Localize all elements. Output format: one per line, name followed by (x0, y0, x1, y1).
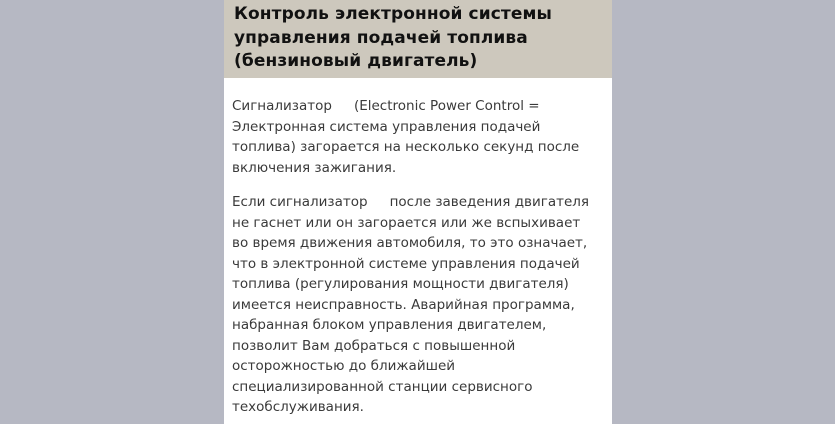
title-line-2: управления подачей топлива (234, 27, 528, 48)
paragraph-epc-fault (232, 192, 604, 418)
manual-page (224, 0, 612, 424)
manual-body (224, 78, 612, 418)
paragraph-line: топлива (регулирования мощности двигателя) (232, 276, 569, 292)
paragraph-line (232, 96, 604, 117)
paragraph-line: позволит Вам добраться с повышенной (232, 337, 516, 354)
title-line-1: Контроль электронной системы (234, 4, 552, 24)
paragraph-line (232, 192, 604, 213)
paragraph-text: Если сигнализатор (232, 194, 368, 210)
paragraph-line: осторожностью до ближайшей (232, 358, 456, 374)
paragraph-epc-intro (232, 96, 604, 178)
paragraph-line: специализированной станции сервисного (232, 378, 533, 395)
section-header (224, 0, 612, 78)
paragraph-line: Электронная система управления подачей (232, 118, 541, 135)
paragraph-line: техобслуживания. (232, 399, 364, 415)
paragraph-line: во время движения автомобиля, то это означает, (232, 235, 588, 251)
paragraph-text: (Electronic Power Control = (353, 98, 540, 114)
paragraph-line: набранная блоком управления двигателем, (232, 317, 547, 333)
paragraph-text: Сигнализатор (232, 98, 332, 114)
paragraph-line: не гаснет или он загорается или же вспыхивает (232, 214, 581, 231)
paragraph-line: имеется неисправность. Аварийная программа, (232, 296, 575, 313)
paragraph-line: что в электронной системе управления подачей (232, 255, 580, 272)
paragraph-line: топлива) загорается на несколько секунд после (232, 139, 580, 155)
title-line-3: (бензиновый двигатель) (234, 51, 478, 71)
paragraph-text: после заведения двигателя (389, 194, 590, 210)
paragraph-line: включения зажигания. (232, 159, 397, 176)
